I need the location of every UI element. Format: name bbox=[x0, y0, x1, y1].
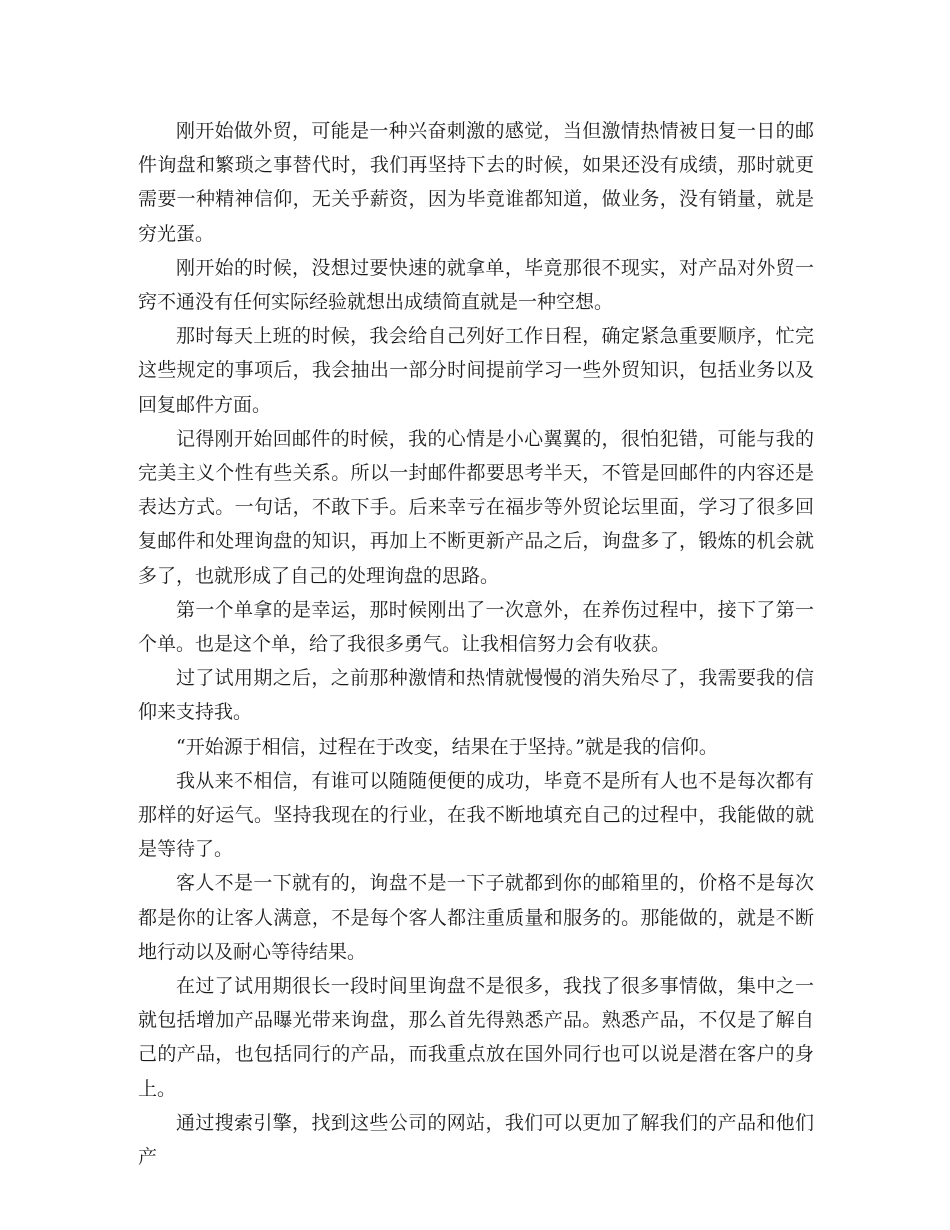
paragraph: 通过搜索引擎，找到这些公司的网站，我们可以更加了解我们的产品和他们产 bbox=[138, 1111, 814, 1169]
paragraph: 刚开始做外贸，可能是一种兴奋刺激的感觉，当但激情热情被日复一日的邮件询盘和繁琐之事替代时，我们再坚持下去的时候，如果还没有成绩，那时就更需要一种精神信仰，无关乎薪资，因为毕竟谁都知道，做业务，没有销量，就是穷光蛋。 bbox=[138, 120, 814, 245]
paragraph: 我从来不相信，有谁可以随随便便的成功，毕竟不是所有人也不是每次都有那样的好运气。坚持我现在的行业，在我不断地填充自己的过程中，我能做的就是等待了。 bbox=[138, 769, 814, 861]
paragraph: 在过了试用期很长一段时间里询盘不是很多，我找了很多事情做，集中之一就包括增加产品曝光带来询盘，那么首先得熟悉产品。熟悉产品，不仅是了解自己的产品，也包括同行的产品，而我重点放在国外同行也可以说是潜在客户的身上。 bbox=[138, 975, 814, 1100]
paragraph: 过了试用期之后，之前那种激情和热情就慢慢的消失殆尽了，我需要我的信仰来支持我。 bbox=[138, 667, 814, 724]
document-body bbox=[138, 114, 814, 1174]
paragraph: 那时每天上班的时候，我会给自己列好工作日程，确定紧急重要顺序，忙完这些规定的事项后，我会抽出一部分时间提前学习一些外贸知识，包括业务以及回复邮件方面。 bbox=[138, 325, 814, 416]
paragraph: “开始源于相信，过程在于改变，结果在于坚持。”就是我的信仰。 bbox=[176, 735, 718, 758]
paragraph: 刚开始的时候，没想过要快速的就拿单，毕竟那很不现实，对产品对外贸一窍不通没有任何实际经验就想出成绩简直就是一种空想。 bbox=[138, 256, 814, 314]
paragraph: 记得刚开始回邮件的时候，我的心情是小心翼翼的，很怕犯错，可能与我的完美主义个性有些关系。所以一封邮件都要思考半天，不管是回邮件的内容还是表达方式。一句话，不敢下手。后来幸亏在福步等外贸论坛里面，学习了很多回复邮件和处理询盘的知识，再加上不断更新产品之后，询盘多了，锻炼的机会就多了，也就形成了自己的处理询盘的思路。 bbox=[138, 427, 814, 587]
paragraph: 第一个单拿的是幸运，那时候刚出了一次意外，在养伤过程中，接下了第一个单。也是这个单，给了我很多勇气。让我相信努力会有收获。 bbox=[138, 598, 814, 656]
paragraph: 客人不是一下就有的，询盘不是一下子就都到你的邮箱里的，价格不是每次都是你的让客人满意，不是每个客人都注重质量和服务的。那能做的，就是不断地行动以及耐心等待结果。 bbox=[138, 872, 814, 963]
